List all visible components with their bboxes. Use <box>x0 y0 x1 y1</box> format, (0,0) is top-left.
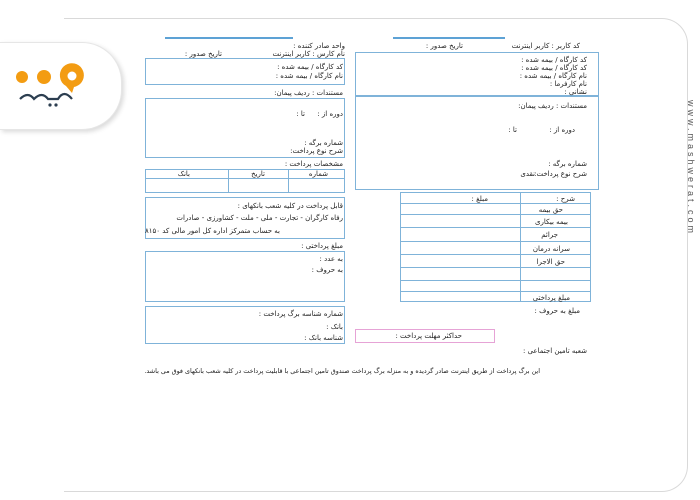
left-payment-id: شماره شناسه برگ پرداخت : <box>258 310 343 318</box>
right-table-row-line <box>400 241 591 242</box>
right-address: نشانی : <box>564 88 587 96</box>
right-header-bar <box>393 37 505 39</box>
left-th-number: شماره <box>308 170 328 178</box>
left-bank-id: شناسه بانک : <box>304 334 343 342</box>
right-deadline: حداکثر مهلت پرداخت : <box>395 332 462 340</box>
right-th-desc: شرح : <box>556 195 575 203</box>
left-period-to: تا : <box>296 110 305 118</box>
right-table-col <box>520 192 521 302</box>
left-workshop-code: کد کارگاه / بیمه شده : <box>277 63 343 71</box>
right-table-row-line <box>400 227 591 228</box>
right-table-row-line <box>400 280 591 281</box>
left-table-divider <box>145 178 345 179</box>
left-th-bank: بانک <box>177 170 190 178</box>
right-table-row-line <box>400 291 591 292</box>
left-amount-box <box>145 251 345 302</box>
left-issuer-name: نام کارس : کاربر اینترنت <box>272 50 345 58</box>
logo-mark-icon <box>0 43 110 123</box>
right-row-label: سرانه درمان <box>532 245 570 253</box>
left-table-col <box>228 169 229 193</box>
right-table-row-line <box>400 267 591 268</box>
right-workshop-name: نام کارگاه / بیمه شده : <box>519 72 587 80</box>
right-row-label: حق بیمه <box>538 206 563 214</box>
left-issuer-unit: واحد صادر کننده : <box>293 42 345 50</box>
left-workshop-name: نام کارگاه / بیمه شده : <box>275 72 343 80</box>
left-in-words: به حروف : <box>311 266 343 274</box>
right-row-label: جرائم <box>541 231 558 239</box>
right-total-label: مبلغ پرداختی <box>532 294 570 302</box>
left-period-from: دوره از : <box>317 110 343 118</box>
right-table-row-line <box>400 254 591 255</box>
left-amount-label: مبلغ پرداختی : <box>301 242 343 250</box>
left-table-col <box>288 169 289 193</box>
website-watermark: www.mashwerat.com <box>686 100 696 237</box>
left-sheet-no: شماره برگه : <box>304 139 343 147</box>
right-branch: شعبه تامین اجتماعی : <box>523 347 587 355</box>
left-issue-date: تاریخ صدور : <box>184 50 222 58</box>
left-documents: مستندات : ردیف پیمان: <box>274 89 343 97</box>
right-table-row-line <box>400 214 591 215</box>
footer-note: این برگ پرداخت از طریق اینترنت صادر گردیده و به منزله برگ پرداخت صندوق تامین اجتماعی با قابلیت پرداخت در کلیه شعب بانکهای فوق می باشد. <box>144 367 540 375</box>
right-sheet-type-value: نقدی <box>520 170 535 178</box>
right-sheet-type: شرح نوع پرداخت: <box>534 170 587 178</box>
right-row-label: بیمه بیکاری <box>534 218 568 226</box>
left-header-bar <box>165 37 293 39</box>
right-payer-code: کد کاربر : کاربر اینترنت <box>511 42 580 50</box>
left-in-digits: به عدد : <box>319 255 343 263</box>
logo <box>0 42 122 130</box>
right-period-from: دوره از : <box>549 126 575 134</box>
right-row-label: حق الاجرا <box>536 258 565 266</box>
right-issue-date: تاریخ صدور : <box>425 42 463 50</box>
right-amount-words: مبلغ به حروف : <box>534 307 580 315</box>
right-workshop-code: کد کارگاه / بیمه شده : <box>521 56 587 64</box>
right-sheet-no: شماره برگه : <box>548 160 587 168</box>
left-payment-specs: مشخصات پرداخت : <box>284 160 343 168</box>
left-th-date: تاریخ <box>251 170 265 178</box>
left-sheet-type: شرح نوع پرداخت: <box>290 147 343 155</box>
left-payable-line-3: به حساب متمرکز اداره کل امور مالی کد ۸۱۵۰ <box>144 227 280 235</box>
right-table-row-line <box>400 203 591 204</box>
left-payable-line-2: رفاه کارگران - تجارت - ملی - ملت - کشاورزی - صادرات <box>176 214 343 222</box>
left-bank: بانک : <box>326 323 343 331</box>
right-employer-name: نام کارفرما : <box>549 80 587 88</box>
right-documents: مستندات : ردیف پیمان: <box>518 102 587 110</box>
right-workshop-code-2: کد کارگاه / بیمه شده : <box>521 64 587 72</box>
right-period-to: تا : <box>508 126 517 134</box>
left-payable-line-1: قابل پرداخت در کلیه شعب بانکهای : <box>237 202 343 210</box>
right-th-amount: مبلغ : <box>471 195 488 203</box>
